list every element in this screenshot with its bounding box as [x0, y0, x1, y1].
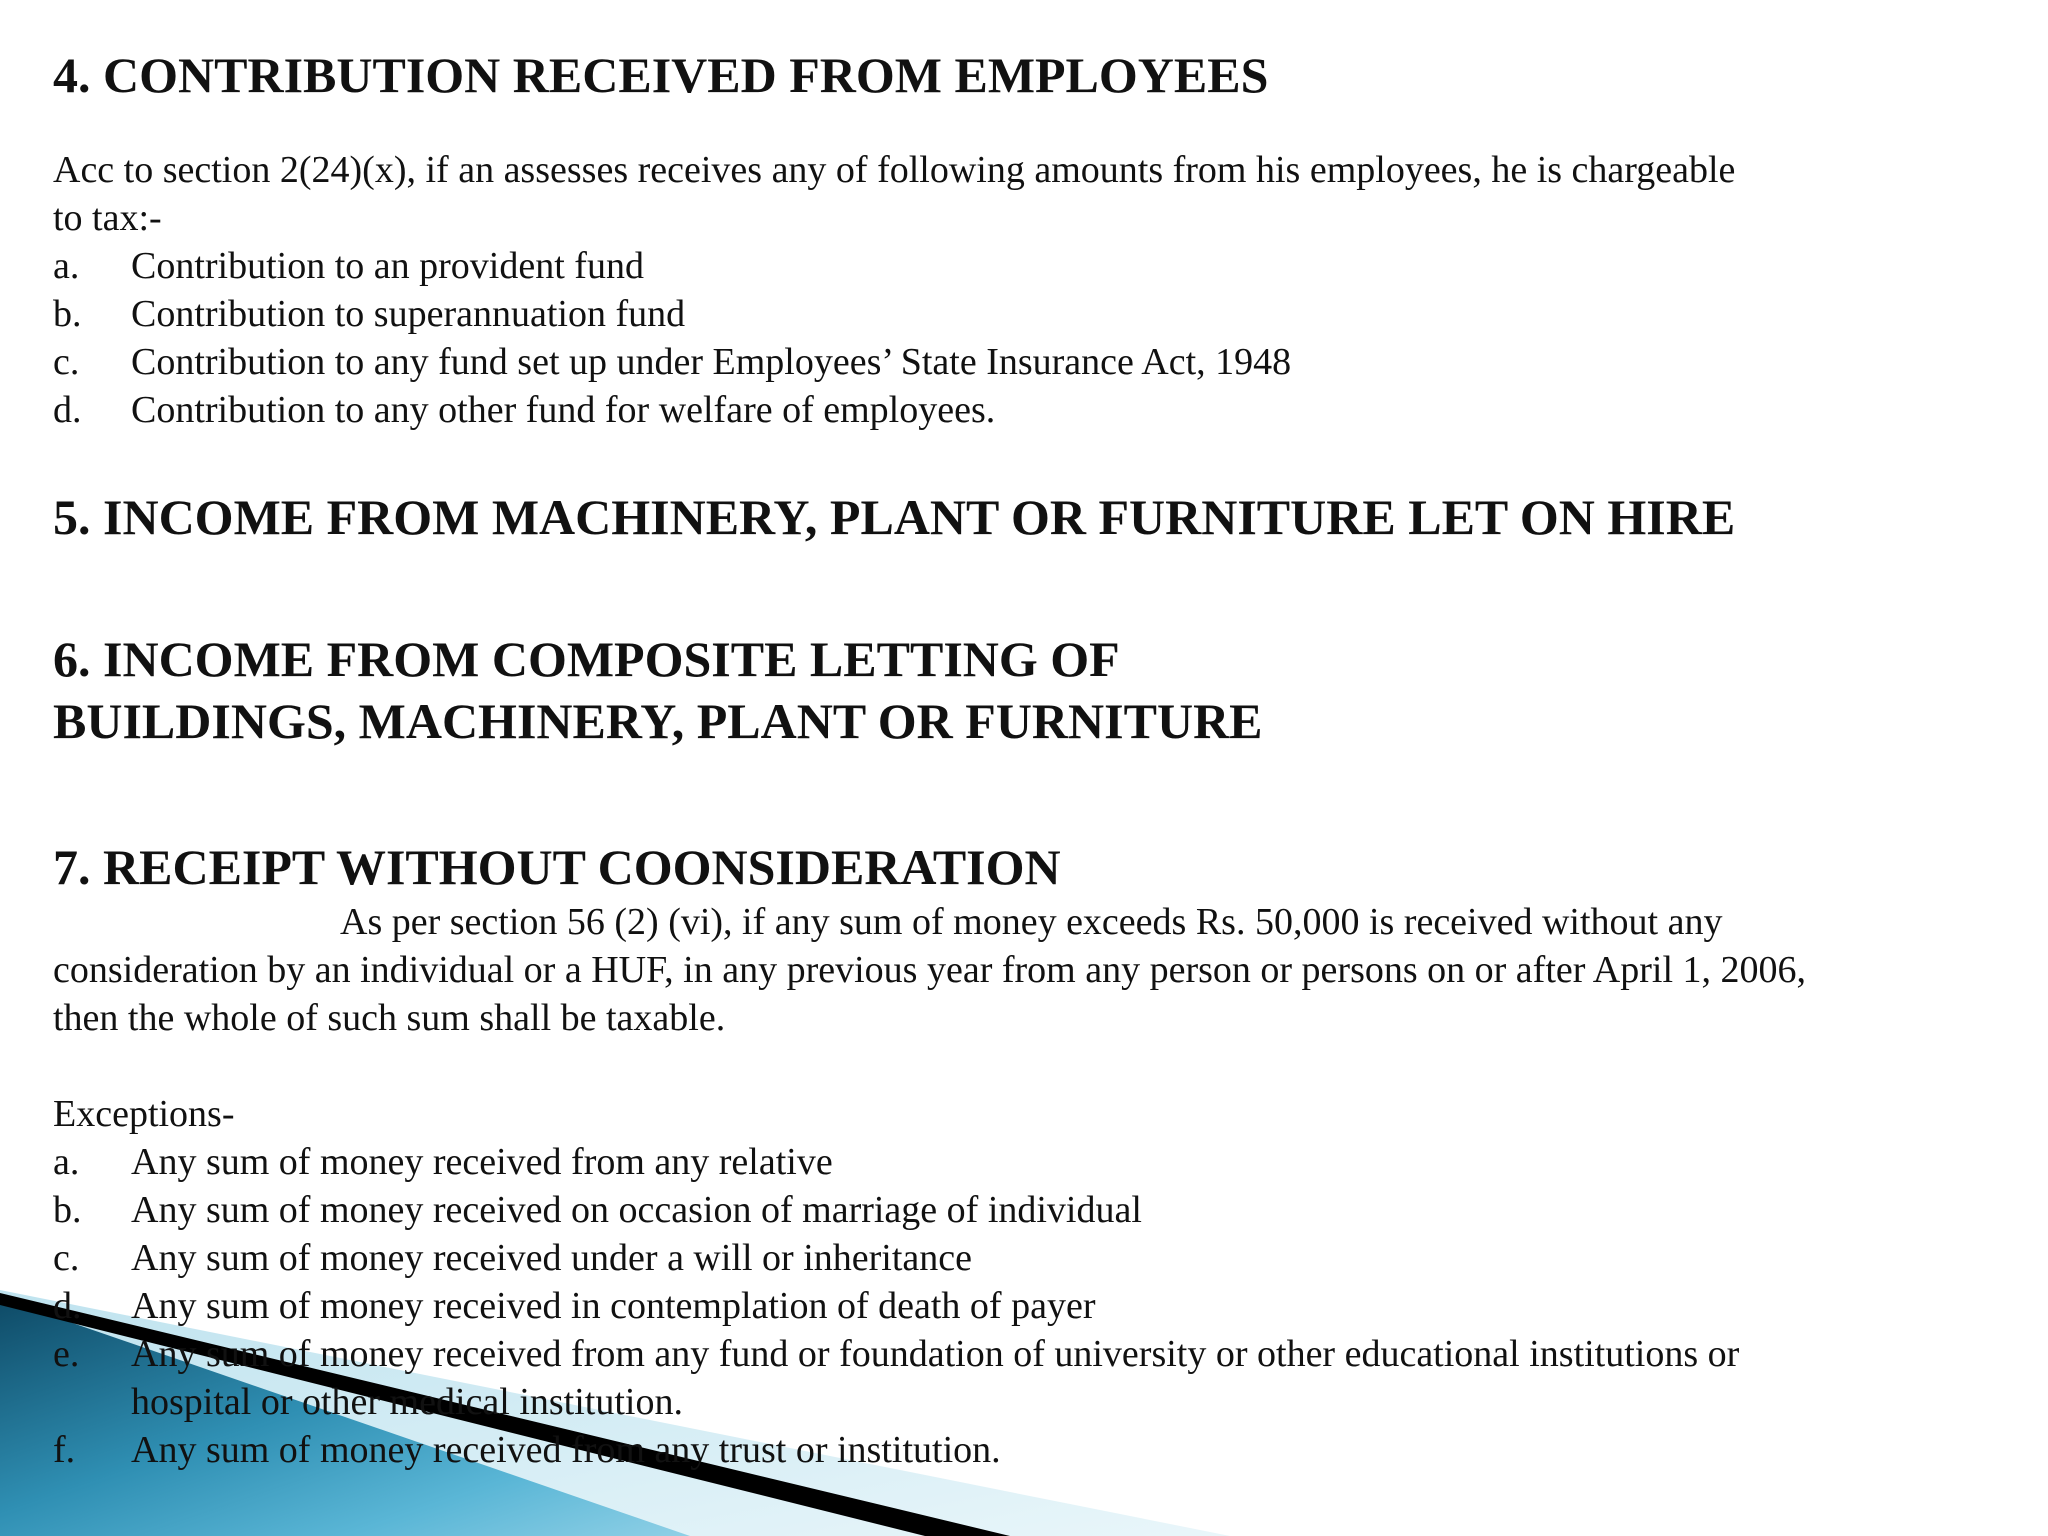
list-marker: c.	[53, 341, 80, 383]
list-text: Contribution to superannuation fund	[131, 293, 686, 335]
list-item	[53, 1330, 1973, 1426]
list-text: Any sum of money received from any relative	[131, 1141, 833, 1183]
section-6-title-line1: 6. INCOME FROM COMPOSITE LETTING OF	[53, 631, 1120, 687]
list-item	[53, 1234, 1973, 1282]
list-text: Contribution to any other fund for welfare of employees.	[131, 389, 996, 431]
list-marker: d.	[53, 389, 82, 431]
list-text: Contribution to an provident fund	[131, 245, 644, 287]
section-4-list	[53, 242, 1973, 434]
list-item	[53, 386, 1973, 434]
section-4-title: 4. CONTRIBUTION RECEIVED FROM EMPLOYEES	[53, 47, 1269, 103]
list-marker: b.	[53, 293, 82, 335]
list-item	[53, 242, 1973, 290]
list-text: Any sum of money received from any trust or institution.	[131, 1429, 1001, 1471]
exceptions-list	[53, 1138, 1973, 1474]
list-marker: d.	[53, 1285, 82, 1327]
list-text: Any sum of money received under a will or inheritance	[131, 1237, 972, 1279]
list-marker: a.	[53, 1141, 80, 1183]
list-item	[53, 1186, 1973, 1234]
list-item	[53, 1282, 1973, 1330]
section-7-body: As per section 56 (2) (vi), if any sum of money exceeds Rs. 50,000 is received without any consideration by an individual or a HUF, in any previous year from any person or persons on or after April 1, 2006, then the whole of such sum shall be taxable.	[53, 901, 1807, 1039]
list-marker: f.	[53, 1429, 76, 1471]
list-text: Any sum of money received in contemplation of death of payer	[131, 1285, 1096, 1327]
list-item	[53, 1426, 1973, 1474]
list-text: Contribution to any fund set up under Employees’ State Insurance Act, 1948	[131, 341, 1292, 383]
list-item	[53, 1138, 1973, 1186]
list-marker: a.	[53, 245, 80, 287]
slide-content	[53, 44, 1973, 1474]
list-marker: e.	[53, 1333, 80, 1375]
list-text: Any sum of money received from any fund or foundation of university or other educational institutions or hospital or other medical institution.	[131, 1333, 1740, 1423]
section-7-title: 7. RECEIPT WITHOUT COONSIDERATION	[53, 839, 1061, 895]
list-item	[53, 338, 1973, 386]
exceptions-label: Exceptions-	[53, 1093, 235, 1135]
section-4-intro: Acc to section 2(24)(x), if an assesses receives any of following amounts from his employees, he is chargeable to tax:-	[53, 149, 1736, 239]
section-5-title: 5. INCOME FROM MACHINERY, PLANT OR FURNITURE LET ON HIRE	[53, 489, 1736, 545]
list-marker: b.	[53, 1189, 82, 1231]
list-text: Any sum of money received on occasion of marriage of individual	[131, 1189, 1142, 1231]
list-item	[53, 290, 1973, 338]
section-6-title-line2: BUILDINGS, MACHINERY, PLANT OR FURNITURE	[53, 693, 1263, 749]
list-marker: c.	[53, 1237, 80, 1279]
